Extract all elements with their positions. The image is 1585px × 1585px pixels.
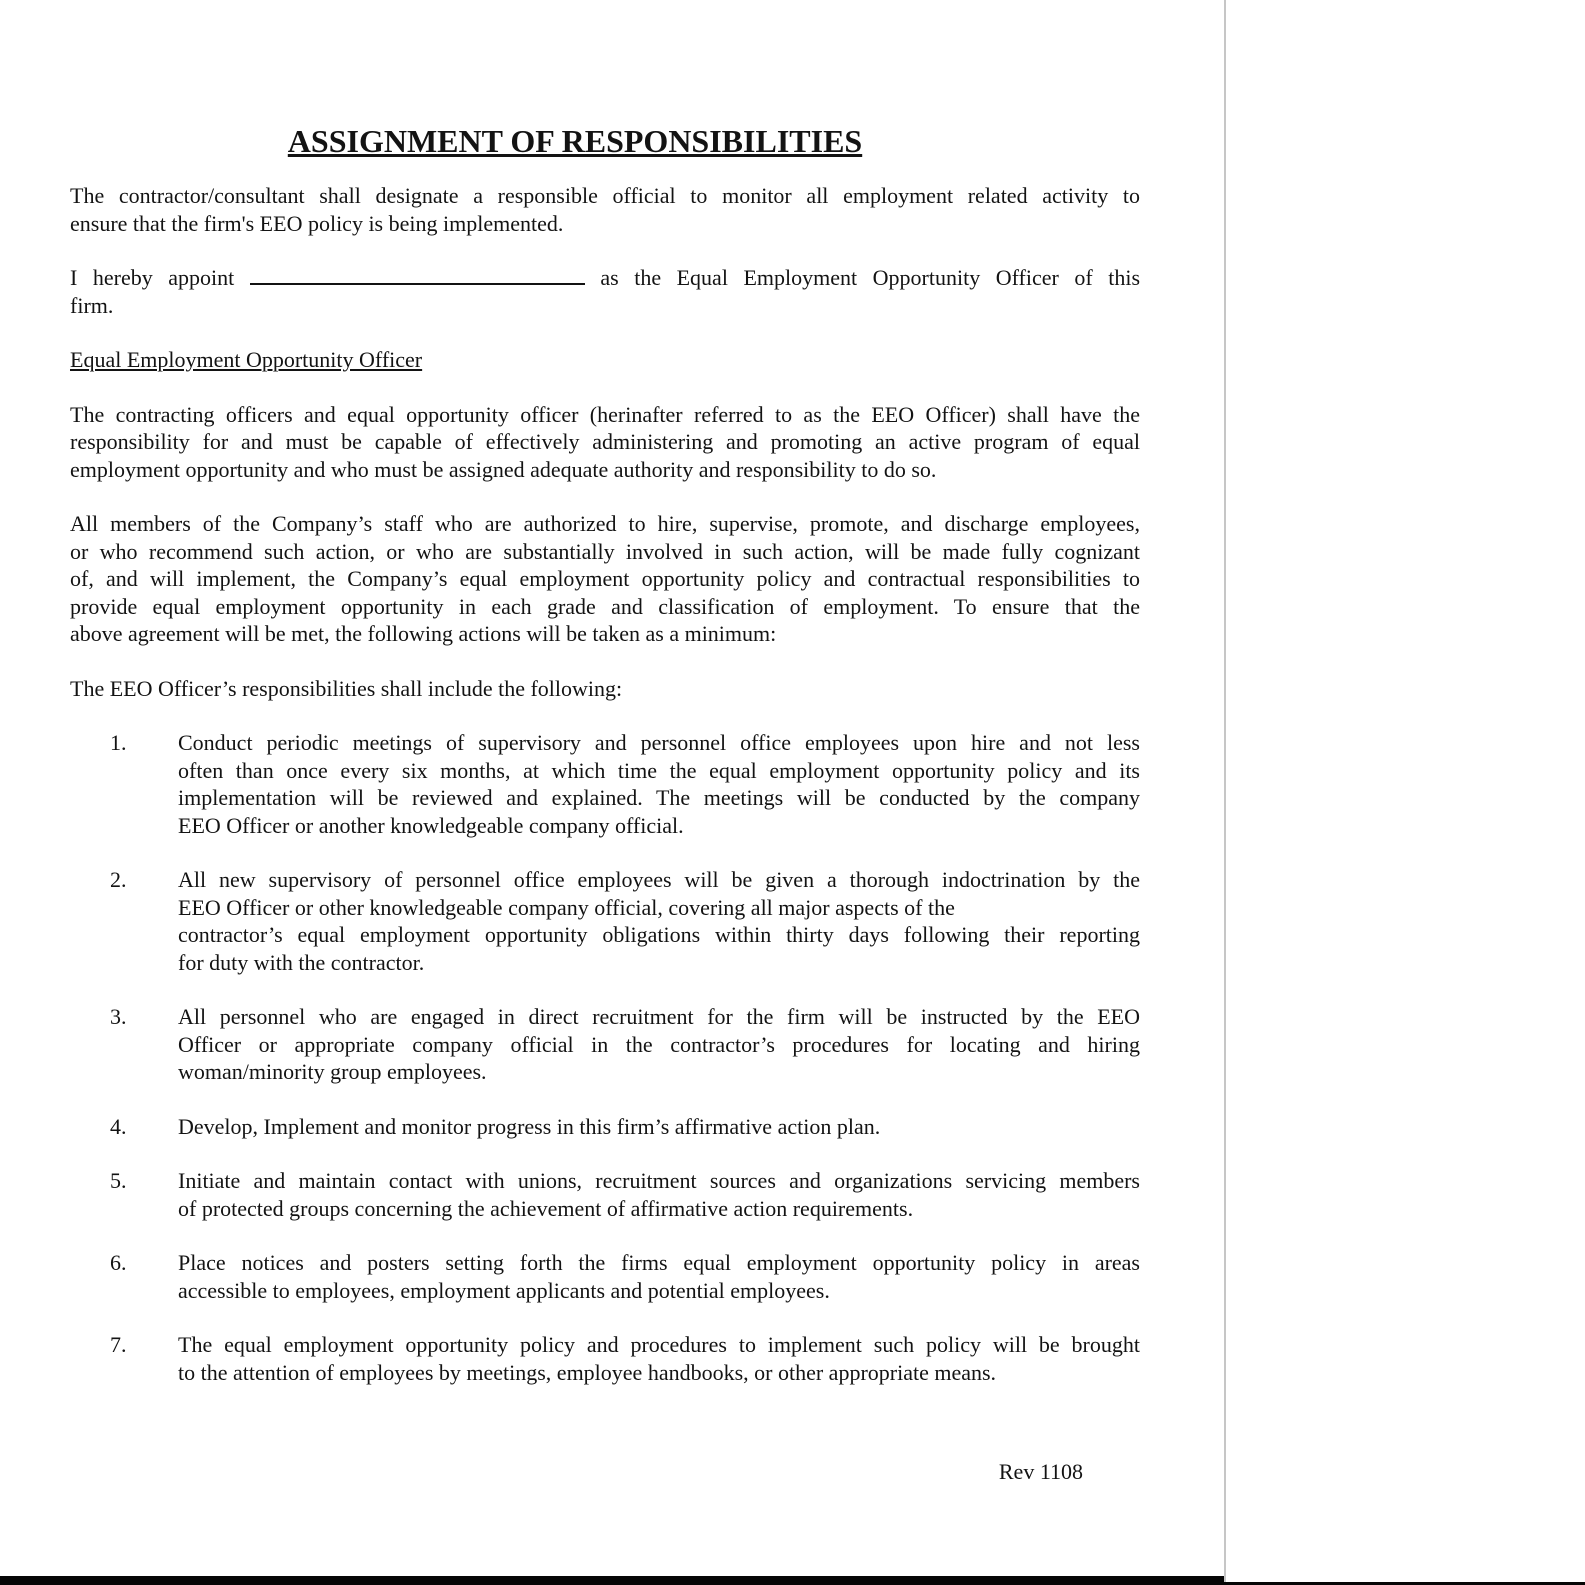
list-item [70,729,1140,839]
appoint-post-text: as the Equal Employment Opportunity Officer of this [600,265,1140,290]
text-line: The contracting officers and equal opportunity officer (herinafter referred to as the EEO Officer) shall have the [70,401,1140,427]
text-line: or who recommend such action, or who are substantially involved in such action, will be made fully cognizant [70,538,1140,564]
item-number: 5. [110,1168,127,1193]
document-title: ASSIGNMENT OF RESPONSIBILITIES [287,123,863,159]
text-line: The EEO Officer’s responsibilities shall include the following: [70,675,623,701]
item-number: 3. [110,1004,127,1029]
item-number: 4. [110,1113,127,1139]
text-line: woman/minority group employees. [178,1059,487,1084]
text-line: often than once every six months, at which time the equal employment opportunity policy and its [178,757,1140,783]
item-text [178,1249,1140,1304]
item-text [178,1167,1140,1222]
footer-revision-label: Rev 1108 [998,1459,1083,1484]
text-line: contractor’s equal employment opportunity obligations within thirty days following their reporting [178,922,1140,947]
appoint-line-2: firm. [70,292,114,318]
list-item [70,1113,1140,1141]
text-line: to the attention of employees by meetings, employee handbooks, or other appropriate means. [178,1359,997,1385]
item-number: 6. [110,1250,127,1275]
item-text [178,729,1140,839]
scan-edge-bottom-bar [0,1576,1224,1585]
appoint-blank-line [250,282,585,285]
section-heading: Equal Employment Opportunity Officer [70,347,423,372]
text-line: Initiate and maintain contact with unions, recruitment sources and organizations servicing members [178,1168,1140,1193]
text-line: responsibility for and must be capable of effectively administering and promoting an active program of equal [70,429,1140,454]
text-line: ensure that the firm's EEO policy is being implemented. [70,210,564,236]
text-line: All new supervisory of personnel office employees will be given a thorough indoctrination by the [178,867,1140,892]
list-item [70,866,1140,976]
text-line: accessible to employees, employment applicants and potential employees. [178,1277,830,1303]
text-line: All members of the Company’s staff who are authorized to hire, supervise, promote, and discharge employees, [70,511,1140,536]
item-number: 2. [110,867,127,892]
text-line: above agreement will be met, the following actions will be taken as a minimum: [70,621,777,646]
paragraph [70,182,1140,237]
item-text [178,1113,1140,1141]
page-edge-divider [1224,0,1226,1585]
text-line: EEO Officer or other knowledgeable company official, covering all major aspects of the [178,894,955,920]
list-item [70,1167,1140,1222]
text-line: EEO Officer or another knowledgeable company official. [178,812,684,838]
text-line: provide equal employment opportunity in each grade and classification of employment. To ensure that the [70,593,1140,619]
text-line: Officer or appropriate company official in the contractor’s procedures for locating and hiring [178,1031,1140,1057]
list-item [70,1003,1140,1086]
appoint-line [70,264,1140,292]
text-line: of protected groups concerning the achievement of affirmative action requirements. [178,1195,914,1221]
paragraph [70,510,1140,648]
document-content [70,182,1140,1386]
text-line: of, and will implement, the Company’s equal employment opportunity policy and contractual responsibilities to [70,566,1140,591]
text-line: employment opportunity and who must be assigned adequate authority and responsibility to do so. [70,456,937,482]
paragraph [70,401,1140,484]
item-number: 7. [110,1332,127,1357]
text-line: for duty with the contractor. [178,949,425,975]
list-item [70,1249,1140,1304]
item-number: 1. [110,730,127,755]
text-line: The equal employment opportunity policy and procedures to implement such policy will be brought [178,1332,1140,1357]
text-line: Place notices and posters setting forth the firms equal employment opportunity policy in areas [178,1250,1140,1275]
item-text [178,866,1140,976]
item-text [178,1003,1140,1086]
appoint-pre-text: I hereby appoint [70,265,235,290]
text-line: The contractor/consultant shall designate a responsible official to monitor all employment related activity to [70,183,1140,208]
text-line: implementation will be reviewed and explained. The meetings will be conducted by the company [178,785,1140,810]
paragraph [70,675,1140,703]
item-text [178,1331,1140,1386]
text-line: All personnel who are engaged in direct recruitment for the firm will be instructed by the EEO [178,1004,1140,1029]
list-item [70,1331,1140,1386]
text-line: Develop, Implement and monitor progress in this firm’s affirmative action plan. [178,1113,881,1139]
appoint-paragraph [70,264,1140,319]
text-line: Conduct periodic meetings of supervisory and personnel office employees upon hire and not less [178,730,1140,755]
